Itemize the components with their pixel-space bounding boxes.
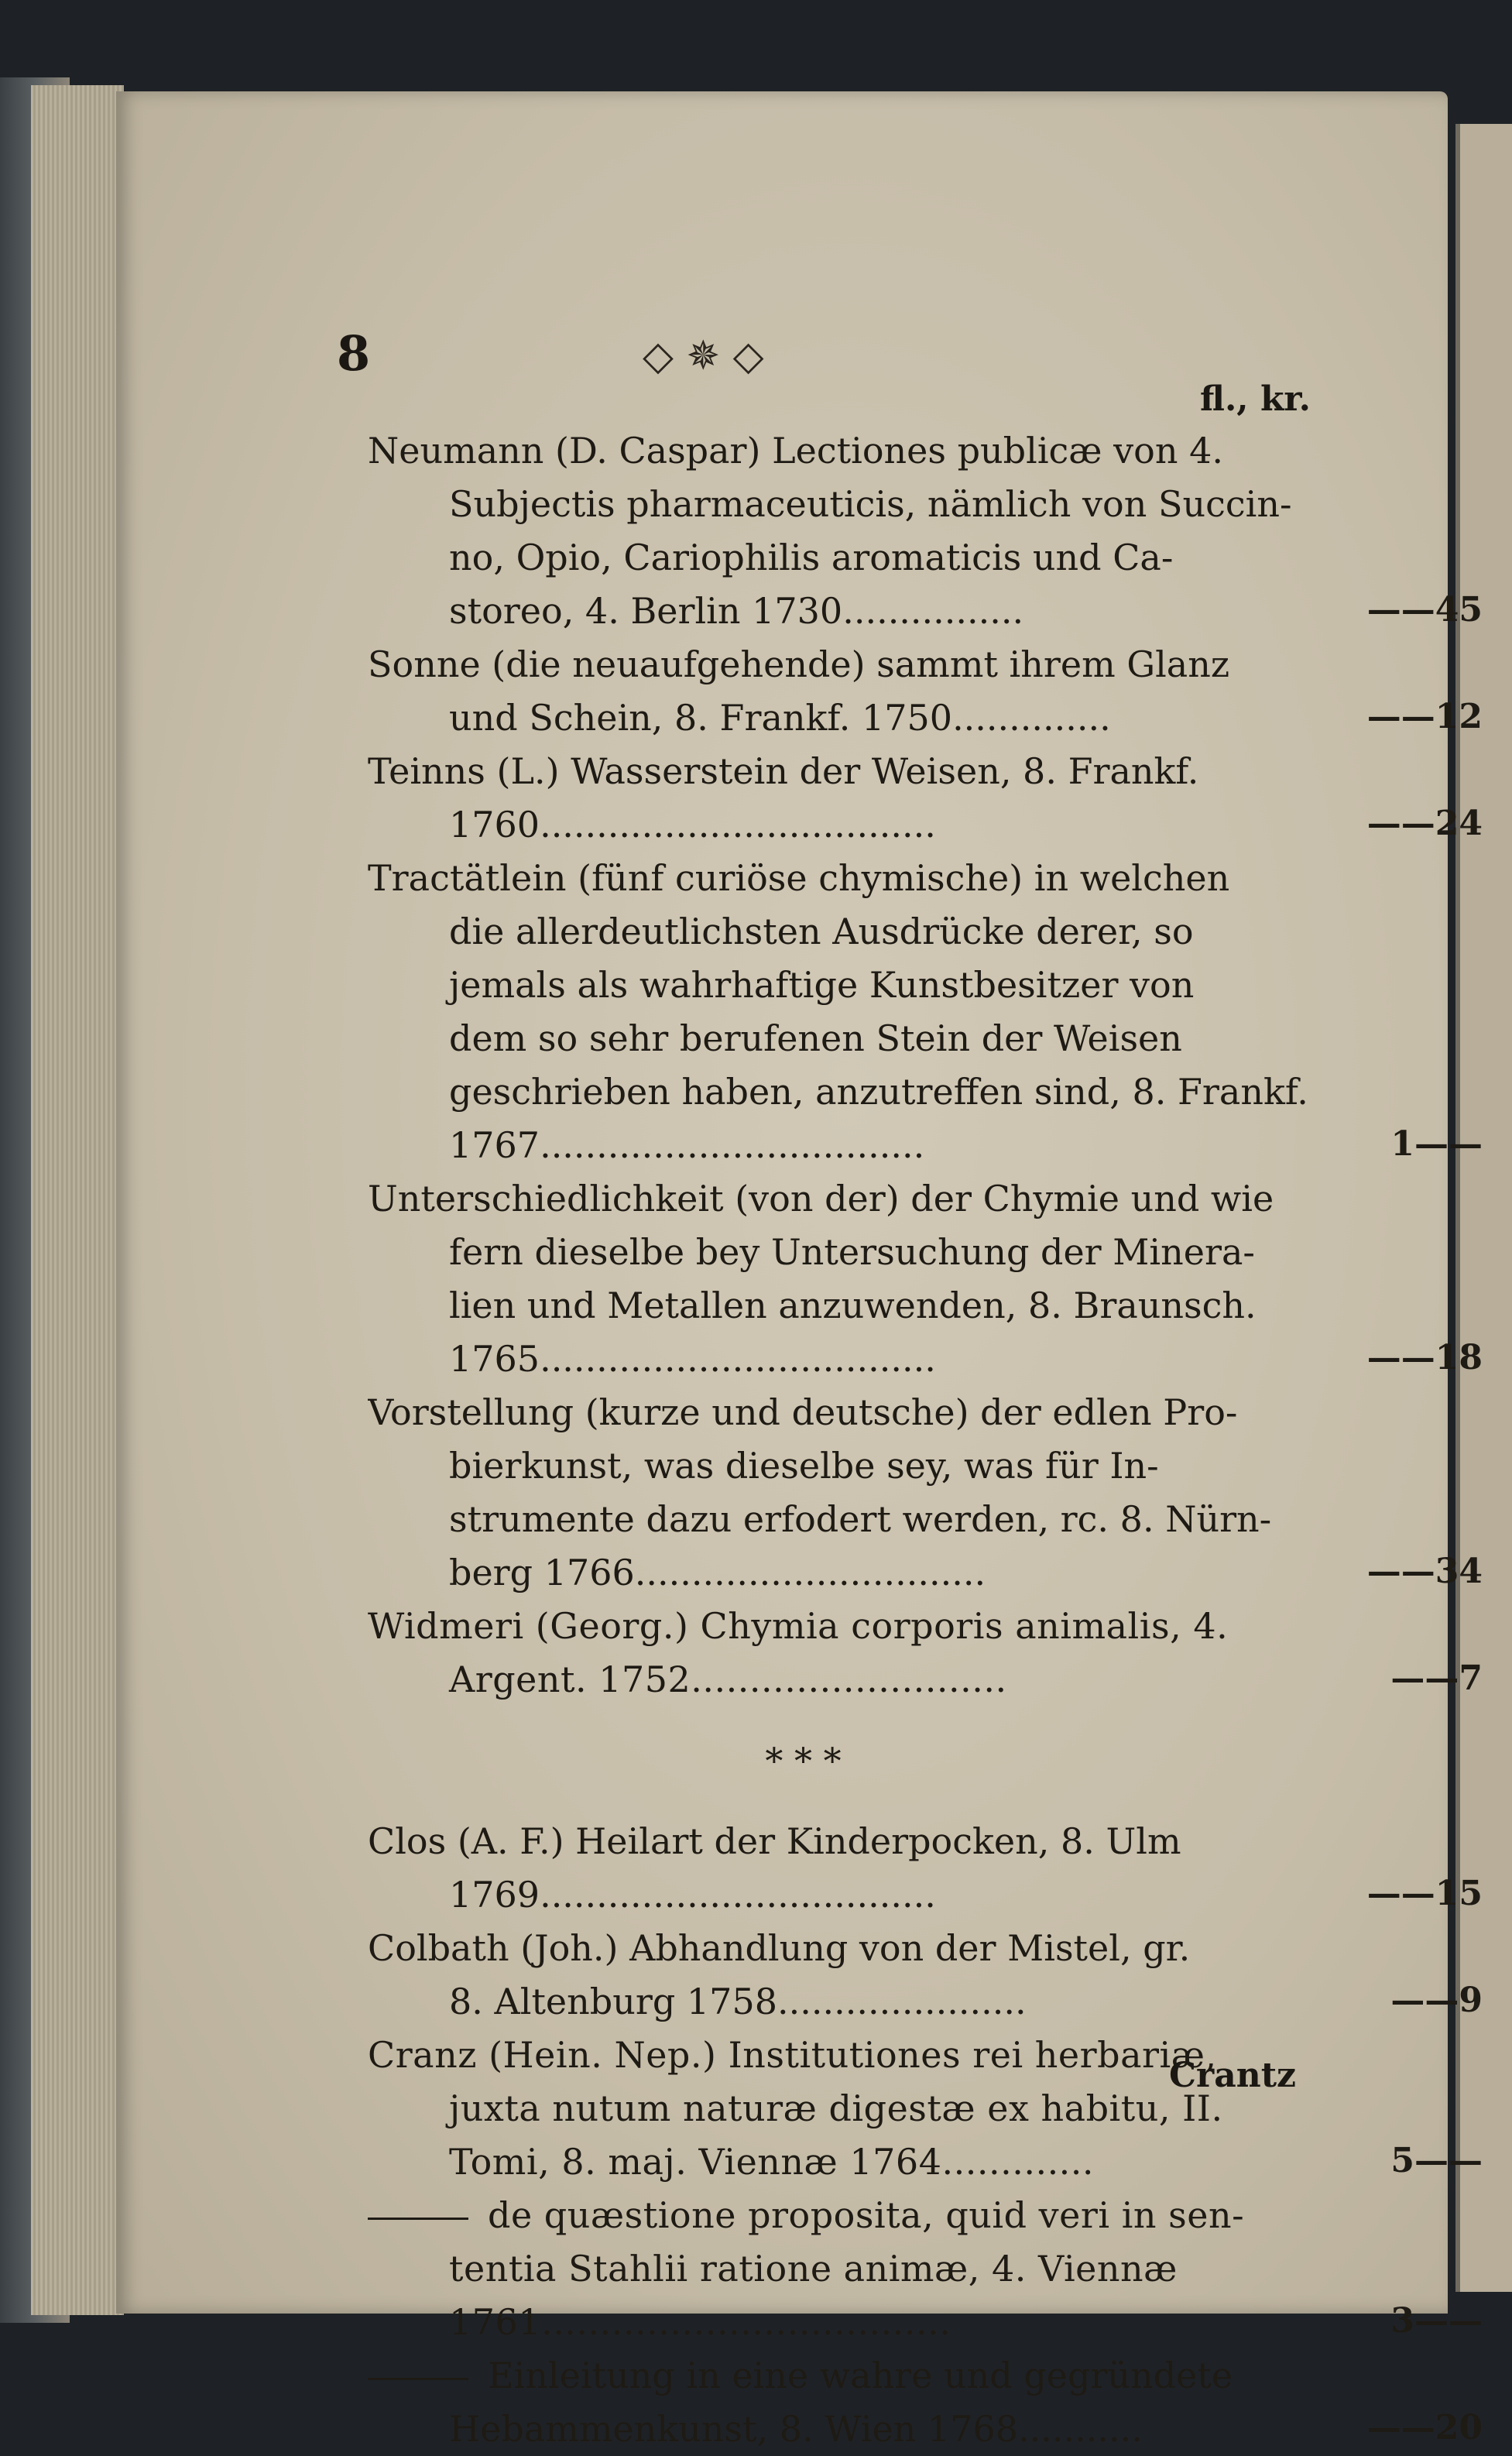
entry-line: Subjectis pharmaceuticis, nämlich von Succin- <box>449 483 1292 525</box>
page-header <box>337 325 1320 387</box>
entry-line: no, Opio, Cariophilis aromaticis und Ca- <box>449 537 1174 578</box>
catalog-entry <box>368 1815 1483 1922</box>
entry-line <box>368 2349 1316 2403</box>
entry-line: lien und Metallen anzuwenden, 8. Braunsch. <box>449 1285 1257 1326</box>
entry-line: dem so sehr berufenen Stein der Weisen <box>449 1017 1182 1059</box>
entry-line: 1769................................... <box>449 1874 936 1916</box>
entry-line: 1761................................... <box>449 2301 951 2343</box>
entry-line: Sonne (die neuaufgehende) sammt ihrem Glanz <box>368 643 1230 685</box>
entry-price: ——34 <box>1366 1552 1483 1591</box>
entry-line: Teinns (L.) Wasserstein der Weisen, 8. Frankf. <box>368 750 1199 792</box>
entry-line: 8. Altenburg 1758...................... <box>449 1981 1027 2022</box>
entry-line: 1760................................... <box>449 804 936 846</box>
entry-line: die allerdeutlichsten Ausdrücke derer, so <box>449 911 1194 952</box>
entry-line: Cranz (Hein. Nep.) Institutiones rei herbariæ, <box>368 2034 1217 2076</box>
ditto-dash <box>368 2378 468 2380</box>
entry-line-text: Einleitung in eine wahre und gegründete <box>488 2355 1233 2396</box>
column-header: fl., kr. <box>1200 379 1311 419</box>
entry-price: 5—— <box>1390 2141 1483 2180</box>
entry-line-text: de quæstione proposita, quid veri in sen- <box>488 2194 1245 2236</box>
catalog-entry <box>368 424 1483 638</box>
entry-line: storeo, 4. Berlin 1730................ <box>449 590 1024 632</box>
entry-line: Clos (A. F.) Heilart der Kinderpocken, 8. Ulm <box>368 1820 1181 1862</box>
entry-line: Widmeri (Georg.) Chymia corporis animalis, 4. <box>368 1605 1229 1647</box>
facing-page-edge <box>1455 124 1512 2292</box>
catalog-entry <box>368 1386 1483 1600</box>
entry-line: juxta nutum naturæ digestæ ex habitu, II. <box>449 2087 1223 2129</box>
entry-price: 3—— <box>1390 2301 1483 2341</box>
ditto-dash <box>368 2218 468 2220</box>
entry-price: ——45 <box>1366 590 1483 629</box>
catalog-entry <box>368 852 1483 1172</box>
catalog-entry <box>368 2349 1483 2456</box>
entry-line: Argent. 1752........................... <box>449 1658 1007 1700</box>
page-stack-edge <box>31 85 124 2315</box>
catalog-entry <box>368 2189 1483 2349</box>
entry-price: ——9 <box>1390 1981 1483 2020</box>
entry-line <box>368 2189 1316 2242</box>
entry-line: strumente dazu erfodert werden, rc. 8. Nürn- <box>449 1498 1272 1540</box>
entry-line: Neumann (D. Caspar) Lectiones publicæ von 4. <box>368 430 1223 472</box>
entry-line: 1767.................................. <box>449 1124 925 1166</box>
entry-line: Tomi, 8. maj. Viennæ 1764............. <box>449 2141 1095 2183</box>
entry-price: 1—— <box>1390 1124 1483 1164</box>
catalog-entry <box>368 638 1483 745</box>
page-number: 8 <box>337 325 371 382</box>
entry-line: und Schein, 8. Frankf. 1750.............. <box>449 697 1111 739</box>
entry-line: 1765................................... <box>449 1338 936 1380</box>
header-ornament: ◇ ✵ ◇ <box>643 333 764 379</box>
section-separator: * * * <box>765 1740 842 1782</box>
entry-line: tentia Stahlii ratione animæ, 4. Viennæ <box>449 2248 1178 2290</box>
entry-line: bierkunst, was dieselbe sey, was für In- <box>449 1445 1159 1487</box>
entry-line: Colbath (Joh.) Abhandlung von der Mistel, gr. <box>368 1927 1191 1969</box>
catalog-entry <box>368 1922 1483 2029</box>
catalog-entry <box>368 1172 1483 1386</box>
entry-price: ——7 <box>1390 1658 1483 1698</box>
catalog-entry <box>368 1600 1483 1707</box>
entry-price: ——18 <box>1366 1338 1483 1377</box>
entry-line: berg 1766............................... <box>449 1552 986 1593</box>
entry-line: fern dieselbe bey Untersuchung der Minera- <box>449 1231 1255 1273</box>
catalog-entry <box>368 745 1483 852</box>
entry-price: ——15 <box>1366 1874 1483 1913</box>
catalog-body <box>368 424 1483 2456</box>
catalog-entry <box>368 2029 1483 2189</box>
entry-line: jemals als wahrhaftige Kunstbesitzer von <box>449 964 1195 1006</box>
entry-line: Tractätlein (fünf curiöse chymische) in welchen <box>368 857 1230 899</box>
entry-line: Unterschiedlichkeit (von der) der Chymie und wie <box>368 1178 1274 1219</box>
entry-price: ——12 <box>1366 697 1483 736</box>
catchword: Crantz <box>1169 2056 1297 2095</box>
entry-line: Vorstellung (kurze und deutsche) der edlen Pro- <box>368 1391 1238 1433</box>
entry-line: geschrieben haben, anzutreffen sind, 8. Frankf. <box>449 1071 1308 1113</box>
entry-line: Hebammenkunst, 8. Wien 1768........... <box>449 2408 1143 2450</box>
entry-price: ——20 <box>1366 2408 1483 2447</box>
entry-price: ——24 <box>1366 804 1483 843</box>
